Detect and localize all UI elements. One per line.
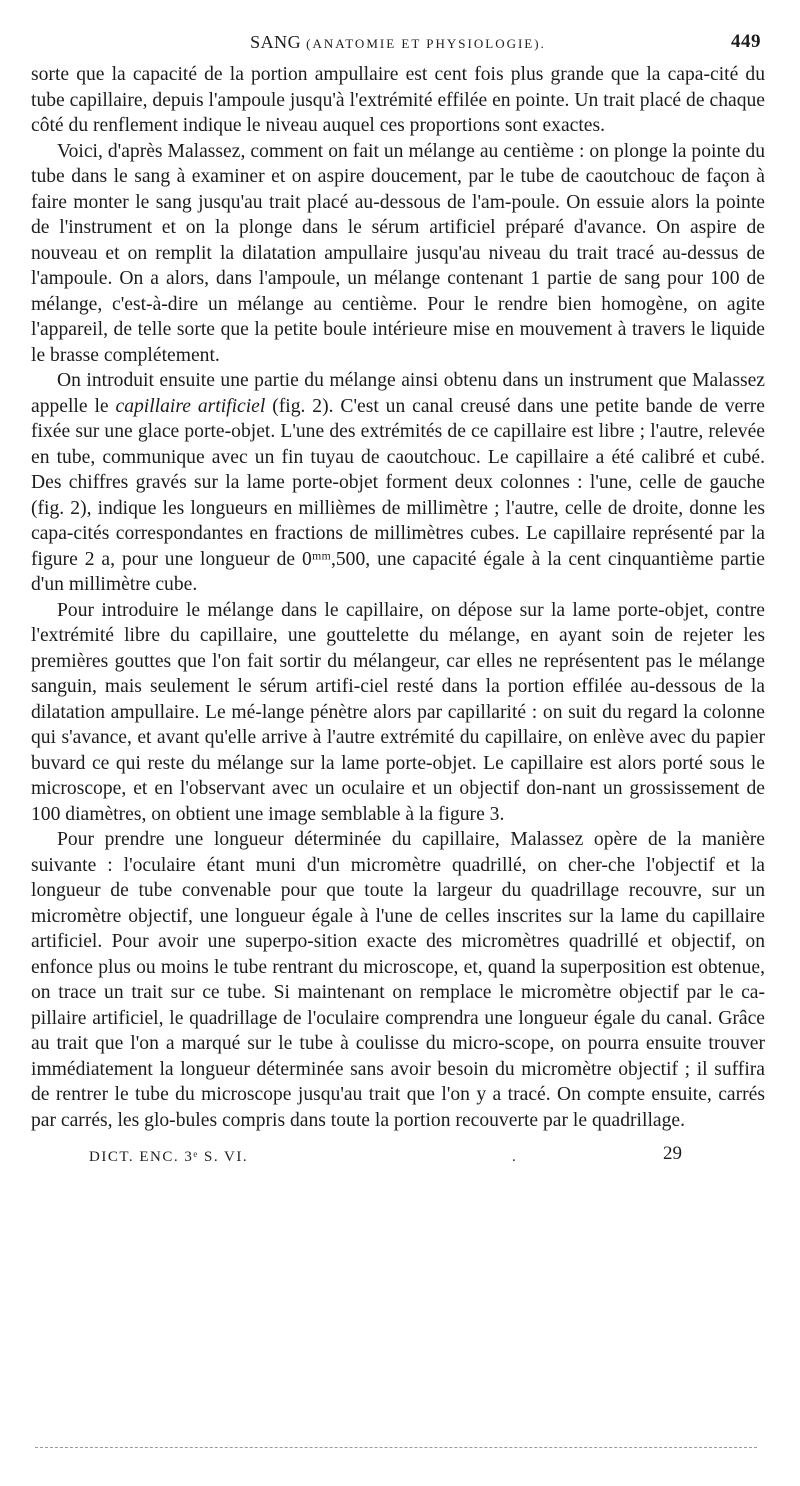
paragraph	[31, 368, 765, 598]
running-title-main: SANG	[250, 32, 302, 52]
paragraph-text: (fig. 2). C'est un canal creusé dans une petite bande de verre fixée sur une glace porte-objet. L'une des extrémités de ce capillaire est libre ; l'autre, relevée en tube, communique avec un fin tuyau de caoutchouc. Le capillaire a été calibré et cubé. Des chiffres gravés sur la lame porte-objet forment deux colonnes : l'une, celle de gauche (fig. 2), indique les longueurs en millièmes de millimètre ; l'autre, celle de droite, donne les capa-cités correspondantes en fractions de millimètres cubes. Le capillaire représenté par la figure 2 a, pour une longueur de 0ᵐᵐ,500, une capacité égale à la cent cinquantième partie d'un millimètre cube.	[31, 395, 765, 595]
paragraph-text: On introduit ensuite une partie du mélange ainsi obtenu dans un instrument que Malassez appelle le	[31, 370, 765, 417]
italic-term: capillaire artificiel	[115, 395, 266, 417]
running-title	[31, 32, 765, 53]
paragraph	[31, 827, 765, 1133]
signature-mark: 29	[663, 1143, 682, 1164]
paragraph	[31, 62, 765, 139]
paragraph	[31, 139, 765, 369]
body-text	[31, 62, 765, 1133]
bottom-dashed-rule	[35, 1447, 757, 1448]
page-footer	[31, 1141, 765, 1175]
page	[31, 28, 765, 1175]
page-number: 449	[731, 31, 761, 52]
paragraph-text: Pour prendre une longueur déterminée du capillaire, Malassez opère de la manière suivante : l'oculaire étant muni d'un micromètre quadrillé, on cher-che l'objectif et la longueur de tube convenable pour que toute la largeur du quadrillage recouvre, sur un micromètre objectif, une longueur égale à l'une de celles inscrites sur la lame du capillaire artificiel. Pour avoir une superpo-sition exacte des micromètres quadrillé et objectif, on enfonce plus ou moins le tube rentrant du microscope, et, quand la superposition est obtenue, on trace un trait sur ce tube. Si maintenant on remplace le micromètre objectif par le ca-pillaire artificiel, le quadrillage de l'oculaire comprendra une longueur égale du canal. Grâce au trait que l'on a marqué sur le tube à coulisse du micro-scope, on pourra ensuite trouver immédiatement la longueur déterminée sans avoir besoin du micromètre objectif ; il suffira de rentrer le tube du microscope jusqu'au trait que l'on y a tracé. On compte ensuite, carrés par carrés, les glo-bules compris dans toute la portion recouverte par le quadrillage.	[31, 829, 765, 1131]
paragraph-text: sorte que la capacité de la portion ampullaire est cent fois plus grande que la capa-cité du tube capillaire, depuis l'ampoule jusqu'à l'extrémité effilée en pointe. Un trait placé de chaque côté du renflement indique le niveau auquel ces proportions sont exactes.	[31, 64, 765, 136]
running-title-sub: (ANATOMIE ET PHYSIOLOGIE).	[306, 36, 546, 51]
paragraph-text: Pour introduire le mélange dans le capillaire, on dépose sur la lame porte-objet, contre l'extrémité libre du capillaire, une gouttelette du mélange, en ayant soin de rejeter les premières gouttes que l'on fait sortir du mélangeur, car elles ne représentent pas le mélange sanguin, mais seulement le sérum artifi-ciel resté dans la portion effilée au-dessous de la dilatation ampullaire. Le mé-lange pénètre alors par capillarité : on suit du regard la colonne qui s'avance, et avant qu'elle arrive à l'autre extrémité du capillaire, on enlève avec du papier buvard ce qui reste du mélange sur la lame porte-objet. Le capillaire est alors porté sous le microscope, et en l'observant avec un oculaire et un objectif don-nant un grossissement de 100 diamètres, on obtient une image semblable à la figure 3.	[31, 599, 765, 825]
footer-volume-mark: DICT. ENC. 3ᵉ S. VI.	[89, 1149, 249, 1165]
running-head	[31, 28, 765, 58]
paragraph-text: Voici, d'après Malassez, comment on fait un mélange au centième : on plonge la pointe du tube dans le sang à examiner et on aspire doucement, par le tube de caoutchouc de façon à faire monter le sang jusqu'au trait placé au-dessous de l'am-poule. On essuie alors la pointe de l'instrument et on la plonge dans le sérum artificiel préparé d'avance. On aspire de nouveau et on remplit la dilatation ampullaire jusqu'au niveau du trait tracé au-dessus de l'ampoule. On a alors, dans l'ampoule, un mélange contenant 1 partie de sang pour 100 de mélange, c'est-à-dire un mélange au centième. Pour le rendre bien homogène, on agite l'appareil, de telle sorte que la petite boule intérieure mise en mouvement à travers le liquide le brasse complétement.	[31, 140, 765, 366]
footer-dot: .	[512, 1149, 516, 1165]
paragraph	[31, 598, 765, 828]
